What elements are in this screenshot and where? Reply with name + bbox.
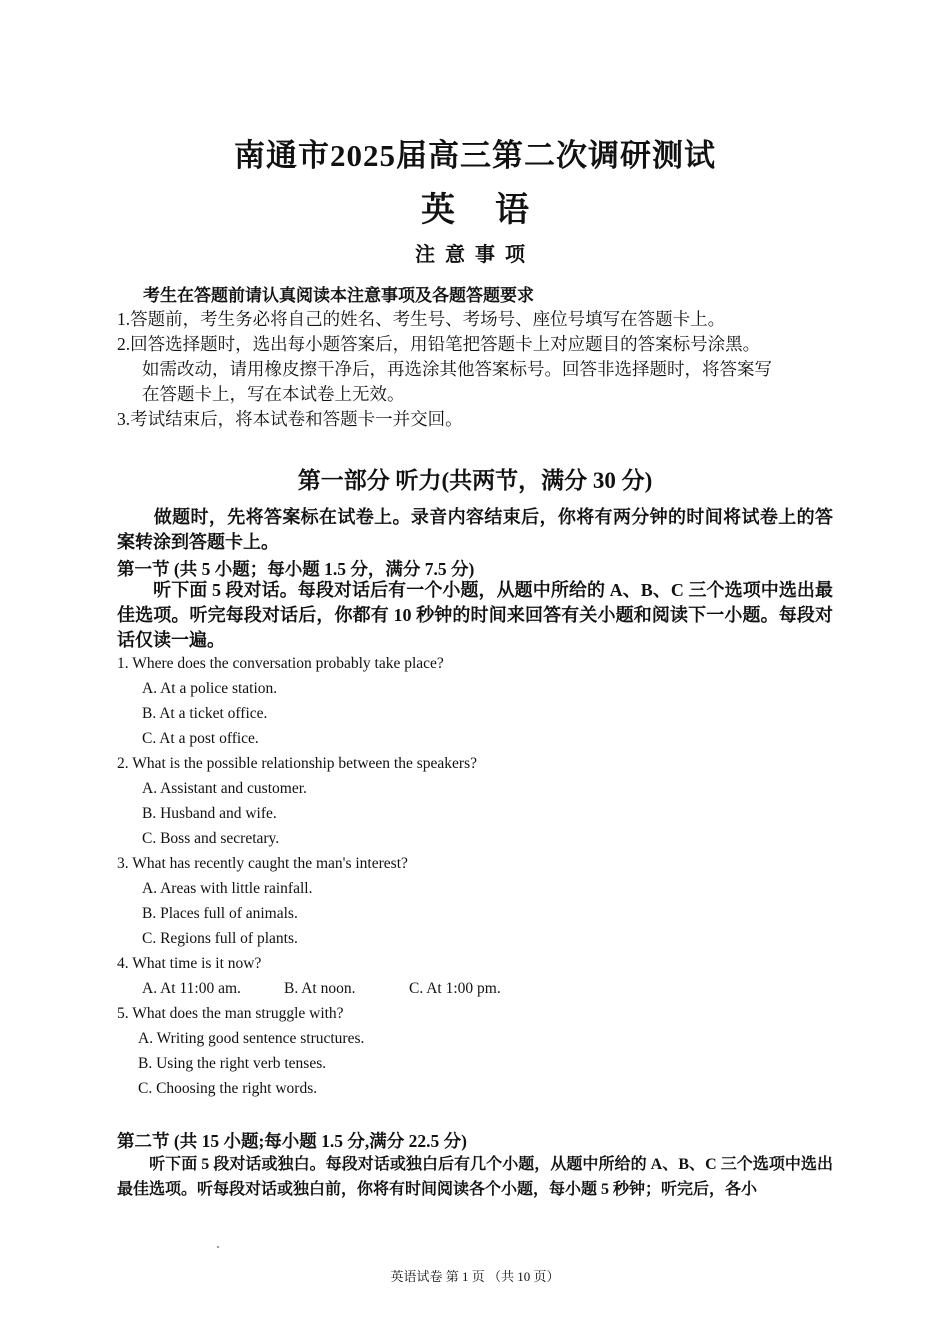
answer-option: A. At a police station.	[142, 680, 278, 697]
notice-item-1: 1.答题前，考生务必将自己的姓名、考生号、考场号、座位号填写在答题卡上。	[117, 309, 726, 329]
answer-option: A. Assistant and customer.	[142, 780, 307, 797]
notice-intro: 考生在答题前请认真阅读本注意事项及各题答题要求	[143, 286, 534, 305]
part1-instruction: 做题时，先将答案标在试卷上。录音内容结束后，你将有两分钟的时间将试卷上的答案转涂到答题卡上。	[117, 507, 833, 552]
answer-option: A. Writing good sentence structures.	[138, 1030, 365, 1047]
subject-heading	[0, 182, 950, 231]
question-stem: 2. What is the possible relationship between the speakers?	[117, 755, 477, 772]
answer-option: B. At a ticket office.	[142, 705, 268, 722]
answer-option: C. Boss and secretary.	[142, 830, 280, 847]
section1-heading: 第一节 (共 5 小题；每小题 1.5 分，满分 7.5 分)	[117, 559, 475, 579]
question-stem: 3. What has recently caught the man's interest?	[117, 855, 408, 872]
answer-option: B. Places full of animals.	[142, 905, 298, 922]
part1-heading: 第一部分 听力(共两节，满分 30 分)	[297, 468, 653, 493]
answer-option: C. Choosing the right words.	[138, 1080, 318, 1097]
exam-title: 南通市2025届高三第二次调研测试	[234, 138, 716, 173]
section2-heading: 第二节 (共 15 小题;每小题 1.5 分,满分 22.5 分)	[117, 1131, 467, 1151]
answer-option: A. At 11:00 am.	[142, 980, 241, 997]
page-footer: 英语试卷 第 1 页 （共 10 页）	[390, 1269, 560, 1284]
notice-item-2-line-2: 如需改动，请用橡皮擦干净后，再选涂其他答案标号。回答非选择题时，将答案写	[142, 359, 772, 379]
notice-title: 注意事项	[415, 244, 535, 266]
notice-item-2-line-3: 在答题卡上，写在本试卷上无效。	[142, 384, 405, 404]
subject-char: 英	[421, 192, 455, 229]
question-stem: 4. What time is it now?	[117, 955, 262, 972]
notice-item-2-line-1: 2.回答选择题时，选出每小题答案后，用铅笔把答题卡上对应题目的答案标号涂黑。	[117, 334, 761, 354]
answer-option: B. Husband and wife.	[142, 805, 277, 822]
answer-option: C. At 1:00 pm.	[409, 980, 501, 997]
section2-instruction: 听下面 5 段对话或独白。每段对话或独白后有几个小题，从题中所给的 A、B、C 三个选项中选出最佳选项。听每段对话或独白前，你将有时间阅读各个小题，每小题 5 秒钟；听完后，各小	[117, 1156, 833, 1198]
question-stem: 5. What does the man struggle with?	[117, 1005, 344, 1022]
answer-option: B. At noon.	[284, 980, 356, 997]
section1-instruction: 听下面 5 段对话。每段对话后有一个小题，从题中所给的 A、B、C 三个选项中选出最佳选项。听完每段对话后，你都有 10 秒钟的时间来回答有关小题和阅读下一小题。每段对话仅读一遍。	[117, 580, 834, 650]
answer-option: C. At a post office.	[142, 730, 259, 747]
notice-item-3: 3.考试结束后，将本试卷和答题卡一并交回。	[117, 409, 463, 429]
question-stem: 1. Where does the conversation probably take place?	[117, 655, 444, 672]
stray-mark	[217, 1246, 219, 1248]
answer-option: A. Areas with little rainfall.	[142, 880, 313, 897]
subject-char: 语	[495, 192, 529, 229]
answer-option: C. Regions full of plants.	[142, 930, 298, 947]
answer-option: B. Using the right verb tenses.	[138, 1055, 327, 1072]
